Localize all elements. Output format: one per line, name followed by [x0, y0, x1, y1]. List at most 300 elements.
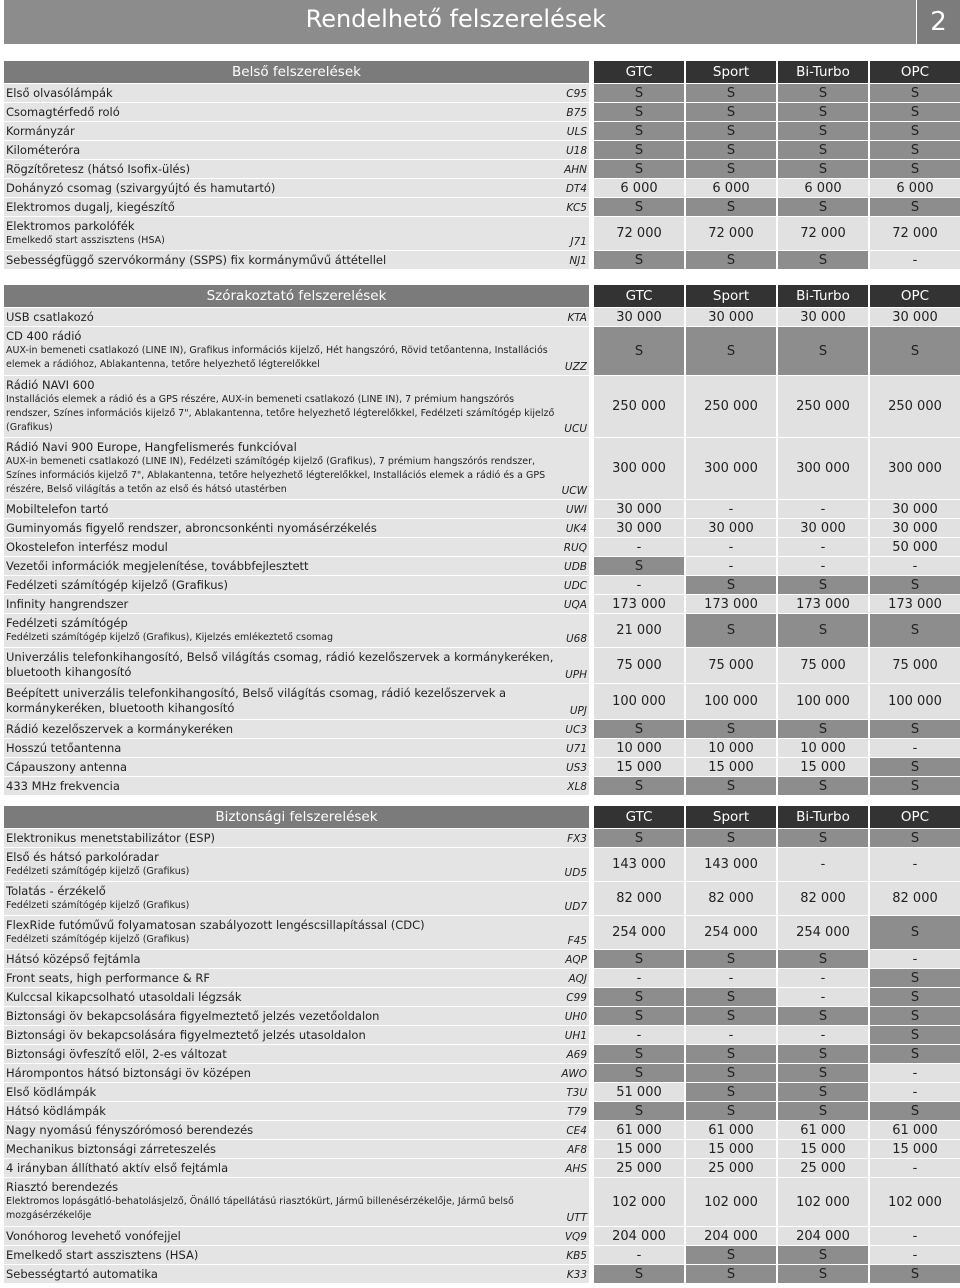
price-cell-gtc: 6 000 — [594, 179, 684, 197]
price-cell-bi-turbo: 82 000 — [778, 882, 868, 915]
price-cell-opc: S — [870, 576, 960, 594]
page-header-bar — [4, 0, 916, 44]
price-cell-opc: 250 000 — [870, 376, 960, 437]
price-cell-sport: S — [686, 251, 776, 269]
price-cell-gtc: - — [594, 969, 684, 987]
row-gap — [589, 969, 592, 987]
price-cell-gtc: S — [594, 1265, 684, 1283]
row-label — [4, 1178, 561, 1226]
price-cell-sport: 82 000 — [686, 882, 776, 915]
option-code: T3U — [561, 1083, 589, 1101]
row-gap — [589, 1121, 592, 1139]
option-code: A69 — [561, 1045, 589, 1063]
price-cell-gtc: S — [594, 777, 684, 795]
price-cell-gtc: 204 000 — [594, 1227, 684, 1245]
feature-details: Fedélzeti számítógép kijelző (Grafikus) — [6, 934, 190, 945]
column-header-opc: OPC — [870, 285, 960, 307]
feature-name: Vezetői információk megjelenítése, továbbfejlesztett — [6, 559, 309, 573]
table-row — [4, 141, 960, 159]
price-cell-gtc: 21 000 — [594, 614, 684, 647]
table-row — [4, 198, 960, 216]
price-cell-bi-turbo: 100 000 — [778, 684, 868, 719]
row-label — [4, 308, 561, 326]
price-cell-sport: - — [686, 500, 776, 518]
price-cell-bi-turbo: S — [778, 1045, 868, 1063]
row-gap — [589, 1007, 592, 1025]
price-cell-sport: - — [686, 969, 776, 987]
row-gap — [589, 576, 592, 594]
section-header — [4, 806, 960, 828]
table-row — [4, 438, 960, 499]
price-cell-opc: S — [870, 122, 960, 140]
table-row — [4, 557, 960, 575]
price-cell-gtc: 100 000 — [594, 684, 684, 719]
row-gap — [589, 1178, 592, 1226]
price-cell-bi-turbo: S — [778, 251, 868, 269]
row-label — [4, 1227, 561, 1245]
table-row — [4, 1102, 960, 1120]
table-row — [4, 848, 960, 881]
row-label — [4, 882, 561, 915]
option-code: B75 — [561, 103, 589, 121]
feature-details: Installációs elemek a rádió és a GPS részére, AUX-in bemeneti csatlakozó (LINE IN), 7 prémium hangszórós rendszer, Színes információs kijelző 7", Ablakantenna, tetőre helyezhető légterelőkkel, Fedélzeti számítógép kijelző (Grafikus) — [6, 394, 555, 433]
option-code: AQJ — [561, 969, 589, 987]
price-cell-sport: S — [686, 1246, 776, 1264]
option-code: T79 — [561, 1102, 589, 1120]
price-cell-opc: 102 000 — [870, 1178, 960, 1226]
table-row — [4, 1026, 960, 1044]
table-row — [4, 1045, 960, 1063]
feature-name: Rádió Navi 900 Europe, Hangfelismerés funkcióval — [6, 440, 297, 454]
option-code: U71 — [561, 739, 589, 757]
price-cell-sport: S — [686, 327, 776, 375]
row-label — [4, 595, 561, 613]
option-code: DT4 — [561, 179, 589, 197]
price-cell-bi-turbo: - — [778, 557, 868, 575]
feature-name: Hátsó ködlámpák — [6, 1104, 106, 1118]
table-row — [4, 1140, 960, 1158]
table-row — [4, 251, 960, 269]
price-cell-gtc: S — [594, 720, 684, 738]
price-cell-gtc: 300 000 — [594, 438, 684, 499]
price-cell-sport: S — [686, 1102, 776, 1120]
option-code: RUQ — [561, 538, 589, 556]
feature-name: 433 MHz frekvencia — [6, 779, 120, 793]
price-cell-sport: 30 000 — [686, 519, 776, 537]
table-row — [4, 576, 960, 594]
section-szorakoztato — [4, 285, 960, 796]
option-code: UCW — [561, 438, 589, 499]
price-cell-opc: 30 000 — [870, 500, 960, 518]
page-title: Rendelhető felszerelések — [305, 5, 606, 33]
price-cell-gtc: 10 000 — [594, 739, 684, 757]
row-gap — [589, 1246, 592, 1264]
price-cell-gtc: 25 000 — [594, 1159, 684, 1177]
row-gap — [589, 1083, 592, 1101]
price-cell-bi-turbo: S — [778, 103, 868, 121]
option-code: US3 — [561, 758, 589, 776]
feature-name: Hosszú tetőantenna — [6, 741, 122, 755]
table-row — [4, 969, 960, 987]
price-cell-opc: - — [870, 557, 960, 575]
price-cell-opc: S — [870, 1102, 960, 1120]
option-code: KTA — [561, 308, 589, 326]
option-code: UCU — [561, 376, 589, 437]
feature-name: Kulccsal kikapcsolható utasoldali légzsák — [6, 990, 242, 1004]
price-cell-bi-turbo: S — [778, 1265, 868, 1283]
price-cell-gtc: S — [594, 103, 684, 121]
price-cell-gtc: S — [594, 1064, 684, 1082]
price-cell-gtc: S — [594, 829, 684, 847]
section-title: Szórakoztató felszerelések — [4, 285, 589, 307]
option-code: ULS — [561, 122, 589, 140]
column-header-bi-turbo: Bi-Turbo — [778, 806, 868, 828]
row-label — [4, 217, 561, 250]
option-code: UDC — [561, 576, 589, 594]
option-code: UH0 — [561, 1007, 589, 1025]
row-label — [4, 179, 561, 197]
option-code: KB5 — [561, 1246, 589, 1264]
price-cell-opc: 72 000 — [870, 217, 960, 250]
option-code: VQ9 — [561, 1227, 589, 1245]
option-code: XL8 — [561, 777, 589, 795]
price-cell-gtc: S — [594, 141, 684, 159]
price-cell-opc: - — [870, 848, 960, 881]
table-row — [4, 720, 960, 738]
row-gap — [589, 179, 592, 197]
row-label — [4, 614, 561, 647]
table-row — [4, 648, 960, 683]
option-code: AHN — [561, 160, 589, 178]
option-code: AHS — [561, 1159, 589, 1177]
row-label — [4, 739, 561, 757]
price-cell-opc: 30 000 — [870, 308, 960, 326]
option-code: UK4 — [561, 519, 589, 537]
price-cell-gtc: 30 000 — [594, 519, 684, 537]
row-label — [4, 122, 561, 140]
row-gap — [589, 758, 592, 776]
row-gap — [589, 217, 592, 250]
price-cell-opc: 6 000 — [870, 179, 960, 197]
row-gap — [589, 1045, 592, 1063]
feature-name: CD 400 rádió — [6, 329, 82, 343]
row-label — [4, 327, 561, 375]
price-cell-sport: S — [686, 950, 776, 968]
price-cell-opc: S — [870, 1007, 960, 1025]
price-cell-gtc: - — [594, 1246, 684, 1264]
row-gap — [589, 500, 592, 518]
column-header-opc: OPC — [870, 61, 960, 83]
column-header-sport: Sport — [686, 61, 776, 83]
table-row — [4, 376, 960, 437]
row-label — [4, 1045, 561, 1063]
table-row — [4, 1265, 960, 1283]
row-gap — [589, 648, 592, 683]
price-cell-sport: 25 000 — [686, 1159, 776, 1177]
price-cell-bi-turbo: - — [778, 500, 868, 518]
table-row — [4, 614, 960, 647]
price-cell-sport: S — [686, 1007, 776, 1025]
table-row — [4, 538, 960, 556]
price-cell-bi-turbo: S — [778, 720, 868, 738]
price-cell-opc: S — [870, 1045, 960, 1063]
row-gap — [589, 829, 592, 847]
price-cell-gtc: 30 000 — [594, 308, 684, 326]
feature-name: Emelkedő start asszisztens (HSA) — [6, 1248, 199, 1262]
price-cell-opc: - — [870, 1246, 960, 1264]
price-cell-bi-turbo: 10 000 — [778, 739, 868, 757]
price-cell-gtc: 102 000 — [594, 1178, 684, 1226]
price-cell-gtc: 143 000 — [594, 848, 684, 881]
row-gap — [589, 84, 592, 102]
feature-name: Okostelefon interfész modul — [6, 540, 168, 554]
feature-name: Mechanikus biztonsági zárreteszelés — [6, 1142, 217, 1156]
feature-name: Univerzális telefonkihangosító, Belső világítás csomag, rádió kezelőszervek a kormánykeréken, bluetooth kihangosító — [6, 650, 554, 679]
price-cell-sport: S — [686, 122, 776, 140]
feature-name: Hárompontos hátsó biztonsági öv középen — [6, 1066, 251, 1080]
column-header-sport: Sport — [686, 806, 776, 828]
price-cell-gtc: S — [594, 950, 684, 968]
feature-name: Rádió NAVI 600 — [6, 378, 95, 392]
table-row — [4, 500, 960, 518]
table-row — [4, 777, 960, 795]
price-cell-bi-turbo: S — [778, 1083, 868, 1101]
column-header-gtc: GTC — [594, 285, 684, 307]
row-gap — [589, 882, 592, 915]
price-cell-sport: - — [686, 557, 776, 575]
price-cell-bi-turbo: 15 000 — [778, 1140, 868, 1158]
option-code: UTT — [561, 1178, 589, 1226]
price-cell-sport: 100 000 — [686, 684, 776, 719]
price-cell-bi-turbo: - — [778, 969, 868, 987]
price-cell-bi-turbo: S — [778, 1007, 868, 1025]
price-cell-gtc: S — [594, 198, 684, 216]
price-cell-bi-turbo: 15 000 — [778, 758, 868, 776]
price-cell-opc: 50 000 — [870, 538, 960, 556]
price-cell-bi-turbo: 173 000 — [778, 595, 868, 613]
table-row — [4, 882, 960, 915]
table-row — [4, 1007, 960, 1025]
price-cell-bi-turbo: S — [778, 777, 868, 795]
row-label — [4, 848, 561, 881]
price-cell-bi-turbo: 30 000 — [778, 308, 868, 326]
price-cell-bi-turbo: - — [778, 848, 868, 881]
row-gap — [589, 103, 592, 121]
table-row — [4, 217, 960, 250]
price-cell-bi-turbo: - — [778, 538, 868, 556]
feature-details: Fedélzeti számítógép kijelző (Grafikus) — [6, 866, 190, 877]
column-header-bi-turbo: Bi-Turbo — [778, 285, 868, 307]
price-cell-bi-turbo: S — [778, 950, 868, 968]
row-gap — [589, 376, 592, 437]
feature-name: Fedélzeti számítógép — [6, 616, 128, 630]
price-cell-opc: 173 000 — [870, 595, 960, 613]
price-cell-opc: 300 000 — [870, 438, 960, 499]
column-header-gtc: GTC — [594, 61, 684, 83]
row-label — [4, 500, 561, 518]
row-label — [4, 648, 561, 683]
option-code: J71 — [561, 217, 589, 250]
price-cell-sport: 15 000 — [686, 1140, 776, 1158]
row-label — [4, 1026, 561, 1044]
price-cell-sport: S — [686, 777, 776, 795]
price-cell-sport: 250 000 — [686, 376, 776, 437]
option-code: C99 — [561, 988, 589, 1006]
row-label — [4, 557, 561, 575]
price-cell-sport: S — [686, 160, 776, 178]
feature-name: Tolatás - érzékelő — [6, 884, 106, 898]
price-cell-sport: 72 000 — [686, 217, 776, 250]
feature-name: Biztonsági öv bekapcsolására figyelmeztető jelzés vezetőoldalon — [6, 1009, 380, 1023]
price-cell-sport: S — [686, 1083, 776, 1101]
row-gap — [589, 950, 592, 968]
section-header — [4, 285, 960, 307]
option-code: U68 — [561, 614, 589, 647]
price-cell-sport: S — [686, 576, 776, 594]
option-code: UZZ — [561, 327, 589, 375]
table-row — [4, 1083, 960, 1101]
row-label — [4, 829, 561, 847]
option-code: AQP — [561, 950, 589, 968]
row-label — [4, 1064, 561, 1082]
row-label — [4, 160, 561, 178]
price-cell-opc: S — [870, 84, 960, 102]
header-gap — [589, 806, 592, 828]
option-code: NJ1 — [561, 251, 589, 269]
price-cell-opc: - — [870, 1227, 960, 1245]
table-row — [4, 519, 960, 537]
price-cell-sport: S — [686, 829, 776, 847]
feature-name: Riasztó berendezés — [6, 1180, 119, 1194]
table-row — [4, 1227, 960, 1245]
row-gap — [589, 519, 592, 537]
price-cell-sport: S — [686, 1064, 776, 1082]
feature-name: Fedélzeti számítógép kijelző (Grafikus) — [6, 578, 228, 592]
price-cell-gtc: 75 000 — [594, 648, 684, 683]
price-cell-sport: 254 000 — [686, 916, 776, 949]
price-cell-gtc: 72 000 — [594, 217, 684, 250]
price-cell-opc: S — [870, 103, 960, 121]
price-cell-bi-turbo: S — [778, 1064, 868, 1082]
price-cell-bi-turbo: S — [778, 141, 868, 159]
price-cell-sport: 75 000 — [686, 648, 776, 683]
price-cell-sport: S — [686, 84, 776, 102]
row-label — [4, 198, 561, 216]
row-gap — [589, 327, 592, 375]
feature-details: Fedélzeti számítógép kijelző (Grafikus), Kijelzés emlékeztető csomag — [6, 632, 334, 643]
price-cell-opc: - — [870, 1159, 960, 1177]
table-row — [4, 1064, 960, 1082]
feature-name: Cápauszony antenna — [6, 760, 128, 774]
feature-name: Biztonsági övfeszítő elöl, 2-es változat — [6, 1047, 227, 1061]
option-code: C95 — [561, 84, 589, 102]
price-cell-opc: - — [870, 950, 960, 968]
price-cell-sport: S — [686, 1045, 776, 1063]
feature-details: Emelkedő start asszisztens (HSA) — [6, 235, 165, 246]
option-code: F45 — [561, 916, 589, 949]
option-code: FX3 — [561, 829, 589, 847]
price-cell-opc: S — [870, 988, 960, 1006]
table-row — [4, 308, 960, 326]
row-label — [4, 576, 561, 594]
price-cell-bi-turbo: S — [778, 576, 868, 594]
table-row — [4, 160, 960, 178]
price-cell-sport: 204 000 — [686, 1227, 776, 1245]
price-cell-bi-turbo: S — [778, 84, 868, 102]
row-gap — [589, 308, 592, 326]
price-cell-gtc: S — [594, 84, 684, 102]
price-cell-bi-turbo: 6 000 — [778, 179, 868, 197]
table-row — [4, 684, 960, 719]
price-cell-opc: S — [870, 916, 960, 949]
table-row — [4, 988, 960, 1006]
row-label — [4, 950, 561, 968]
feature-name: Elektronikus menetstabilizátor (ESP) — [6, 831, 216, 845]
price-cell-bi-turbo: 102 000 — [778, 1178, 868, 1226]
section-belso — [4, 61, 960, 270]
feature-name: Hátsó középső fejtámla — [6, 952, 141, 966]
feature-name: FlexRide futóművű folyamatosan szabályozott lengéscsillapítással (CDC) — [6, 918, 425, 932]
feature-name: Biztonsági öv bekapcsolására figyelmeztető jelzés utasoldalon — [6, 1028, 366, 1042]
feature-name: Elektromos parkolófék — [6, 219, 135, 233]
row-gap — [589, 1140, 592, 1158]
header-gap — [589, 285, 592, 307]
price-cell-bi-turbo: S — [778, 829, 868, 847]
price-cell-gtc: S — [594, 122, 684, 140]
row-label — [4, 758, 561, 776]
option-code: UC3 — [561, 720, 589, 738]
price-cell-bi-turbo: S — [778, 614, 868, 647]
price-cell-bi-turbo: 204 000 — [778, 1227, 868, 1245]
feature-name: Kilométeróra — [6, 143, 81, 157]
price-cell-opc: S — [870, 720, 960, 738]
row-gap — [589, 160, 592, 178]
price-cell-sport: 300 000 — [686, 438, 776, 499]
price-cell-sport: S — [686, 720, 776, 738]
option-code: U18 — [561, 141, 589, 159]
column-header-bi-turbo: Bi-Turbo — [778, 61, 868, 83]
price-cell-sport: 10 000 — [686, 739, 776, 757]
option-code: UH1 — [561, 1026, 589, 1044]
row-gap — [589, 122, 592, 140]
option-code: UPH — [561, 648, 589, 683]
price-cell-sport: S — [686, 198, 776, 216]
feature-name: Nagy nyomású fényszórómosó berendezés — [6, 1123, 254, 1137]
row-label — [4, 141, 561, 159]
row-gap — [589, 1227, 592, 1245]
price-cell-opc: 61 000 — [870, 1121, 960, 1139]
row-gap — [589, 684, 592, 719]
price-cell-opc: S — [870, 969, 960, 987]
price-cell-opc: - — [870, 251, 960, 269]
price-cell-gtc: S — [594, 557, 684, 575]
price-cell-sport: S — [686, 1265, 776, 1283]
price-cell-gtc: S — [594, 251, 684, 269]
option-code: UPJ — [561, 684, 589, 719]
row-label — [4, 969, 561, 987]
header-gap — [589, 61, 592, 83]
row-label — [4, 1265, 561, 1283]
price-cell-sport: - — [686, 538, 776, 556]
price-cell-bi-turbo: S — [778, 327, 868, 375]
feature-details: AUX-in bemeneti csatlakozó (LINE IN), Fedélzeti számítógép kijelző (Grafikus), 7 prémium hangszórós rendszer, Színes információs kijelző 7", Ablakantenna, tetőre helyezhető légterelőkkel, Installációs elemek a rádió és a GPS részére, Belső világítás a tetőn az első és hátsó utastérben — [6, 456, 546, 495]
price-cell-opc: S — [870, 1265, 960, 1283]
price-cell-bi-turbo: S — [778, 1102, 868, 1120]
table-row — [4, 84, 960, 102]
page-number: 2 — [917, 0, 960, 44]
table-row — [4, 1178, 960, 1226]
option-code: K33 — [561, 1265, 589, 1283]
